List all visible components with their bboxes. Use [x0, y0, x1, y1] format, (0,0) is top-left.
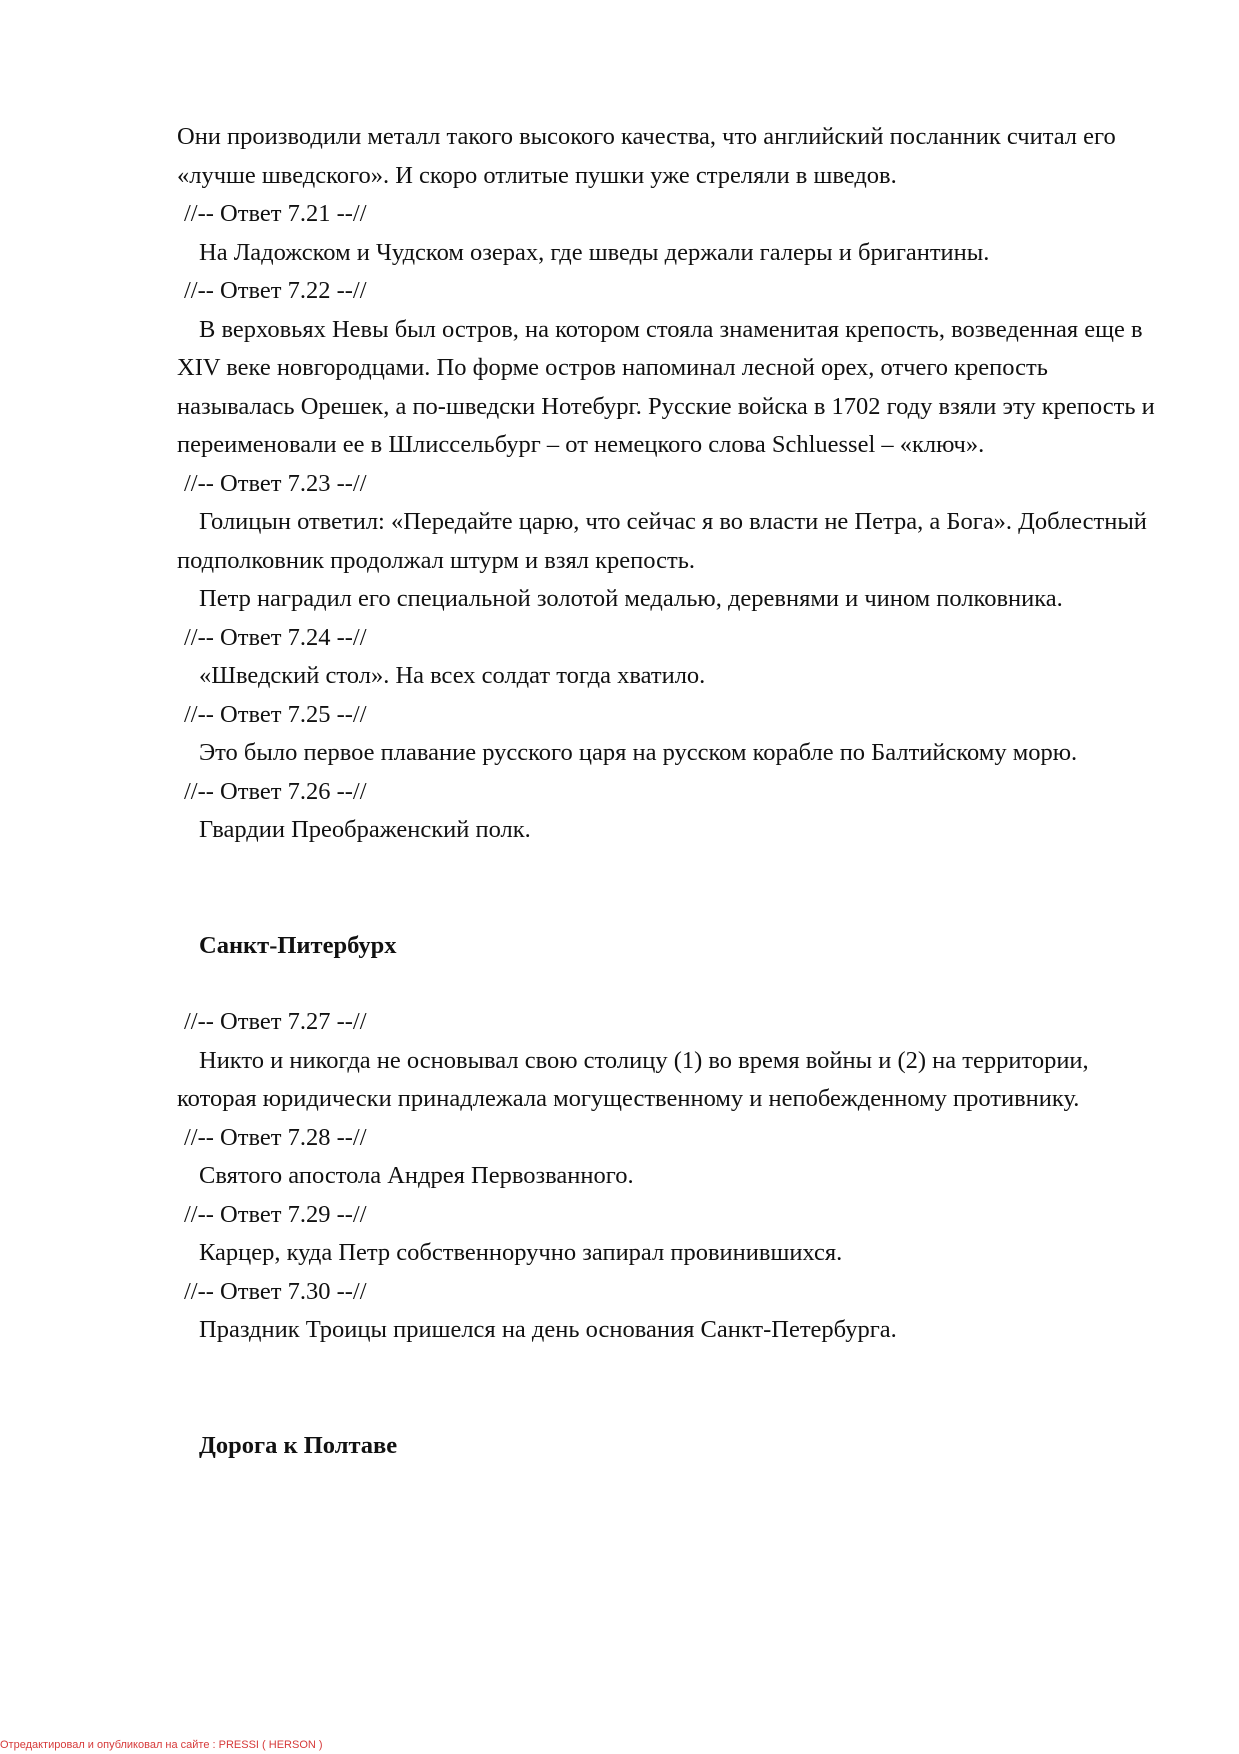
spacer	[177, 965, 1157, 1003]
section-heading: Санкт-Питербурх	[199, 931, 397, 959]
paragraph: Голицын ответил: «Передайте царю, что сейчас я во власти не Петра, а Бога». Доблестный подполковник продолжал штурм и взял крепость.	[177, 508, 1147, 574]
spacer	[177, 850, 1157, 927]
document-body	[177, 118, 1157, 1465]
answer-marker: //-- Ответ 7.22 --//	[184, 277, 367, 304]
footer-credit: Отредактировал и опубликовал на сайте : PRESSI ( HERSON )	[0, 1739, 323, 1751]
paragraph: «Шведский стол». На всех солдат тогда хватило.	[199, 662, 706, 689]
answer-marker: //-- Ответ 7.29 --//	[184, 1200, 367, 1228]
paragraph: Никто и никогда не основывал свою столицу (1) во время войны и (2) на территории, которая юридически принадлежала могущественному и непобежденному противнику.	[177, 1046, 1089, 1112]
answer-marker: //-- Ответ 7.24 --//	[184, 623, 367, 651]
paragraph: Праздник Троицы пришелся на день основания Санкт-Петербурга.	[199, 1316, 897, 1343]
paragraph: Петр наградил его специальной золотой медалью, деревнями и чином полковника.	[199, 585, 1063, 612]
paragraph: В верховьях Невы был остров, на котором стояла знаменитая крепость, возведенная еще в XIV веке новгородцами. По форме остров напоминал лесной орех, отчего крепость называлась Орешек, а по-шведски Нотебург. Русские войска в 1702 году взяли эту крепость и переименовали ее в Шлиссельбург – от немецкого слова Schluessel – «ключ».	[177, 315, 1155, 458]
paragraph: Это было первое плавание русского царя на русском корабле по Балтийскому морю.	[199, 739, 1078, 766]
answer-marker: //-- Ответ 7.25 --//	[184, 700, 367, 728]
paragraph: Святого апостола Андрея Первозванного.	[199, 1162, 634, 1189]
paragraph: Они производили металл такого высокого качества, что английский посланник считал его «лучше шведского». И скоро отлитые пушки уже стреляли в шведов.	[177, 123, 1116, 189]
section-heading: Дорога к Полтаве	[199, 1431, 398, 1459]
answer-marker: //-- Ответ 7.30 --//	[184, 1277, 367, 1305]
answer-marker: //-- Ответ 7.21 --//	[184, 200, 367, 227]
paragraph: Гвардии Преображенский полк.	[199, 816, 531, 843]
answer-marker: //-- Ответ 7.26 --//	[184, 777, 367, 805]
answer-marker: //-- Ответ 7.28 --//	[184, 1123, 367, 1151]
paragraph: На Ладожском и Чудском озерах, где шведы держали галеры и бригантины.	[199, 238, 990, 266]
paragraph: Карцер, куда Петр собственноручно запирал провинившихся.	[199, 1239, 843, 1266]
spacer	[177, 1350, 1157, 1427]
answer-marker: //-- Ответ 7.27 --//	[184, 1008, 367, 1035]
answer-marker: //-- Ответ 7.23 --//	[184, 469, 367, 497]
